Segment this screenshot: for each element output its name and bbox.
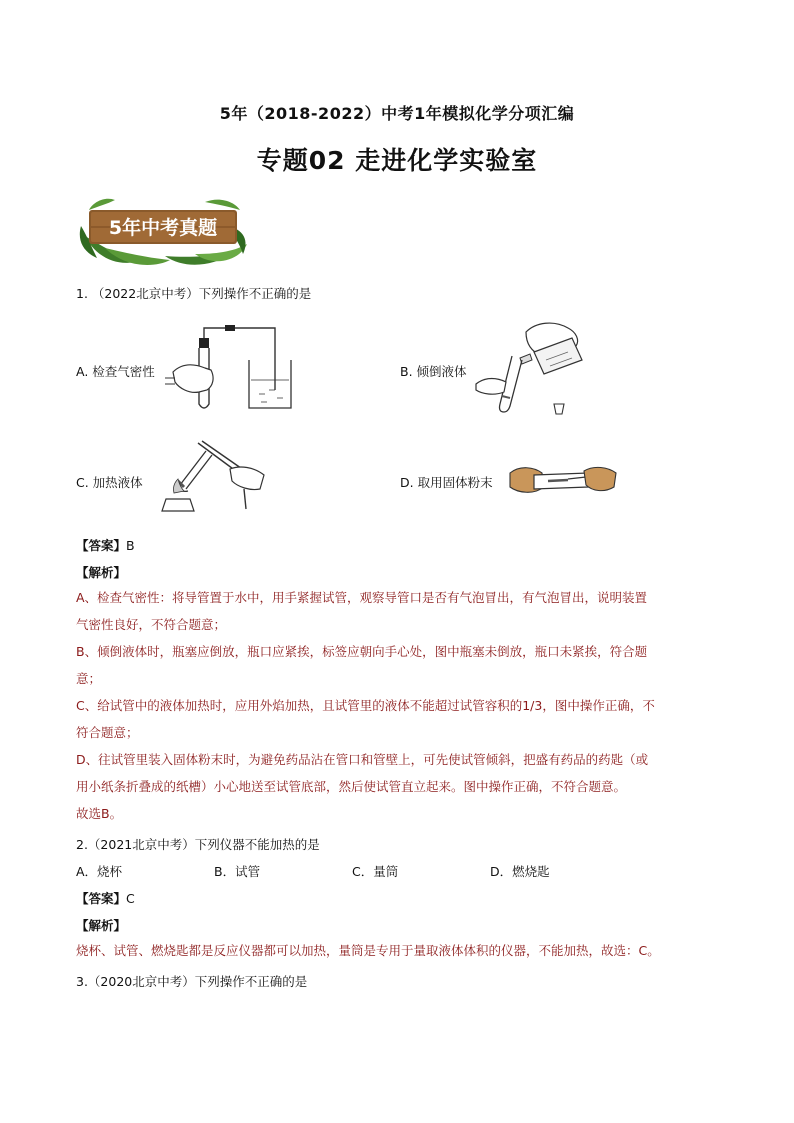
analysis-line: 气密性良好，不符合题意； [76,617,227,632]
q1-option-d: D. 取用固体粉末 [400,475,493,490]
q1-analysis [76,584,655,827]
answer-label: 【答案】 [76,891,127,906]
topic-title: 专题02 走进化学实验室 [256,146,538,175]
hand-icon [173,365,213,393]
analysis-line: 故选B。 [76,806,123,821]
hand-icon [230,467,264,490]
q1-analysis-label: 【解析】 [76,565,127,580]
analysis-line: B、倾倒液体时，瓶塞应倒放，瓶口应紧挨，标签应朝向手心处，图中瓶塞未倒放，瓶口未紧挨，符合题 [76,644,648,659]
hand-icon [584,467,616,490]
answer-value: C [126,891,135,906]
document-title: 5年（2018-2022）中考1年模拟化学分项汇编 [219,104,575,123]
figure-heat-liquid [160,437,270,517]
q2-option-c: C．量筒 [352,864,399,879]
section-banner [75,196,250,268]
question-1-stem: 1. （2022北京中考）下列操作不正确的是 [76,286,312,301]
banner-text: 5年中考真题 [108,217,218,239]
q1-option-b: B. 倾倒液体 [400,364,467,379]
bottle-stopper-icon [554,404,564,414]
hand-icon [476,379,506,395]
figure-pour-liquid [472,316,592,420]
q1-answer [76,536,135,554]
q2-analysis: 烧杯、试管、燃烧匙都是反应仪器都可以加热，量筒是专用于量取液体体积的仪器，不能加热，故选：C。 [76,943,660,958]
q2-answer [76,889,135,907]
alcohol-lamp-icon [162,499,194,511]
analysis-line: C、给试管中的液体加热时，应用外焰加热，且试管里的液体不能超过试管容积的1/3，图中操作正确，不 [76,698,655,713]
q2-analysis-label: 【解析】 [76,918,127,933]
q2-option-a: A．烧杯 [76,864,123,879]
analysis-line: 符合题意； [76,725,139,740]
analysis-line: 用小纸条折叠成的纸槽）小心地送至试管底部，然后使试管直立起来。图中操作正确，不符合题意。 [76,779,627,794]
answer-label: 【答案】 [76,538,127,553]
q2-option-d: D．燃烧匙 [490,864,550,879]
figure-solid-powder [508,459,620,503]
q2-option-b: B．试管 [214,864,261,879]
question-2-stem: 2.（2021北京中考）下列仪器不能加热的是 [76,837,320,852]
analysis-line: 意； [76,671,102,686]
question-3-stem: 3.（2020北京中考）下列操作不正确的是 [76,974,308,989]
analysis-line: A、检查气密性：将导管置于水中，用手紧握试管，观察导管口是否有气泡冒出，有气泡冒出，说明装置 [76,590,648,605]
analysis-line: D、往试管里装入固体粉末时，为避免药品沾在管口和管壁上，可先使试管倾斜，把盛有药品的药匙（或 [76,752,649,767]
q1-option-c: C. 加热液体 [76,475,143,490]
q1-option-a: A. 检查气密性 [76,364,155,379]
figure-airtightness-check [165,322,295,414]
answer-value: B [126,538,135,553]
